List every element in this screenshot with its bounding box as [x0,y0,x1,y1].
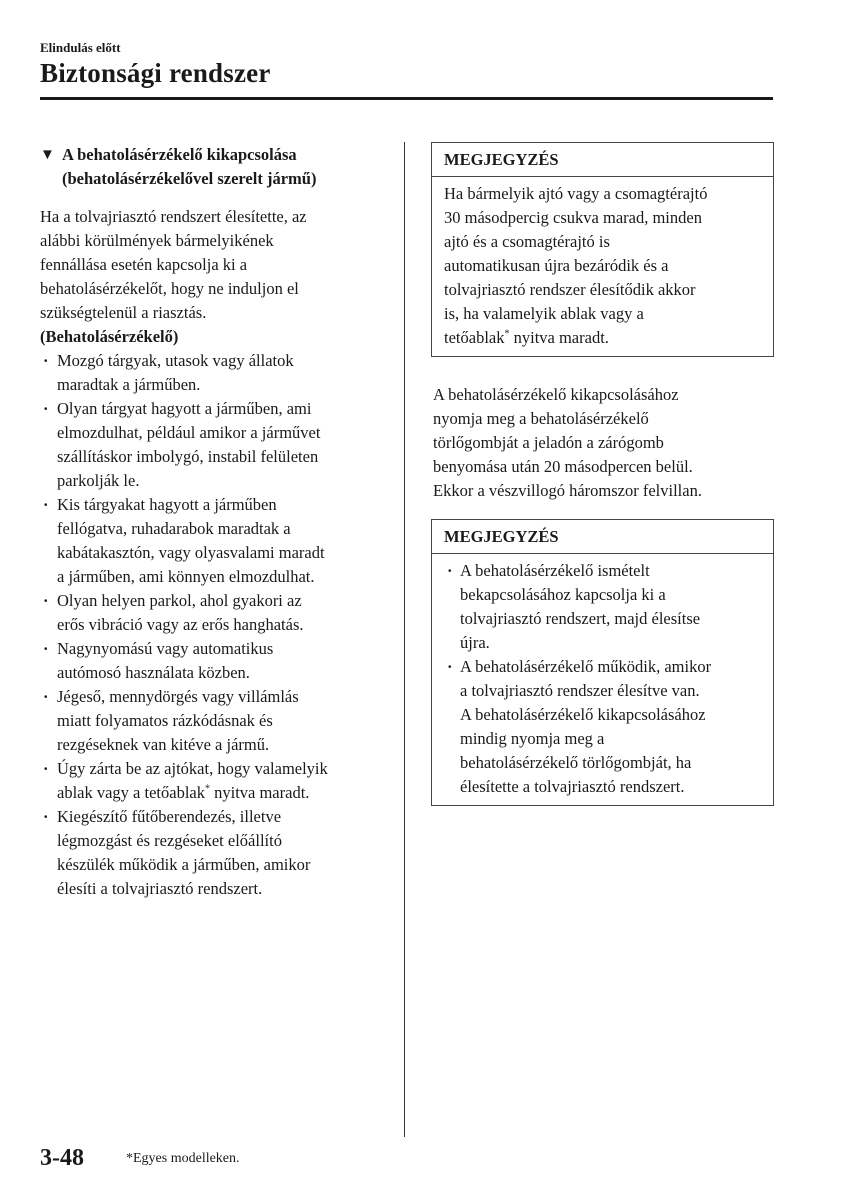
list-item [40,397,390,493]
text-line: újra. [460,633,490,652]
text-line: miatt folyamatos rázkódásnak és [57,711,273,730]
text-line: A behatolásérzékelő kikapcsolásához [460,705,706,724]
right-column [431,142,774,806]
text-line: A behatolásérzékelő ismételt [460,561,650,580]
text-line: élesíti a tolvajriasztó rendszert. [57,879,263,898]
text-line: 30 másodpercig csukva marad, minden [444,208,702,227]
section-label: Elindulás előtt [40,40,121,55]
text-line: erős vibráció vagy az erős hanghatás. [57,615,304,634]
text-line: kabátakasztón, vagy olyasvalami maradt [57,543,325,562]
note-heading: MEGJEGYZÉS [432,143,773,177]
text-line: is, ha valamelyik ablak vagy a [444,304,644,323]
subheading-line: (behatolásérzékelővel szerelt jármű) [62,169,317,188]
note-list [444,559,761,799]
note-body [432,177,773,356]
text-line: behatolásérzékelő törlőgombját, ha [460,753,692,772]
subheading-text [62,143,316,191]
text-line: bekapcsolásához kapcsolja ki a [460,585,666,604]
text-line: tetőablak [444,328,505,347]
text-line: A behatolásérzékelő kikapcsolásához [433,385,679,404]
text-line: autómosó használata közben. [57,663,250,682]
text-line: fennállása esetén kapcsolja ki a [40,255,248,274]
list-item [444,655,761,799]
text-line: Jégeső, mennydörgés vagy villámlás [57,687,299,706]
title-rule [40,97,773,100]
text-line: nyitva maradt. [509,328,609,347]
list-item [444,559,761,655]
text-line: mindig nyomja meg a [460,729,605,748]
note-box [431,142,774,357]
page-title: Biztonsági rendszer [40,58,271,88]
text-line: Úgy zárta be az ajtókat, hogy valamelyik [57,759,328,778]
footnote-marker: * [504,328,510,340]
text-line: A behatolásérzékelő működik, amikor [460,657,712,676]
text-line: Kis tárgyakat hagyott a járműben [57,495,277,514]
left-column [40,143,390,901]
text-line: nyitva maradt. [209,783,310,802]
text-line: parkolják le. [57,471,140,490]
text-line: Kiegészítő fűtőberendezés, illetve [57,807,282,826]
text-line: maradtak a járműben. [57,375,201,394]
text-line: fellógatva, ruhadarabok maradtak a [57,519,291,538]
text-line: Ekkor a vészvillogó háromszor felvillan. [433,481,702,500]
note-box [431,519,774,806]
intro-paragraph [40,205,390,325]
text-line: törlőgombját a jeladón a zárógomb [433,433,664,452]
text-line: a tolvajriasztó rendszer élesítve van. [460,681,700,700]
text-line: elmozdulhat, például amikor a járművet [57,423,321,442]
text-line: ajtó és a csomagtérajtó is [444,232,610,251]
note-heading: MEGJEGYZÉS [432,520,773,554]
text-line: behatolásérzékelőt, hogy ne induljon el [40,279,299,298]
text-line: a járműben, ami könnyen elmozdulhat. [57,567,315,586]
text-line: szállításkor imbolygó, instabil felületen [57,447,319,466]
list-item [40,805,390,901]
list-item [40,589,390,637]
bold-label: (Behatolásérzékelő) [40,327,179,346]
text-line: ablak vagy a tetőablak [57,783,205,802]
subheading [40,143,390,191]
text-line: Olyan helyen parkol, ahol gyakori az [57,591,302,610]
condition-list [40,349,390,901]
note-body [432,554,773,805]
text-line: alábbi körülmények bármelyikének [40,231,274,250]
list-item [40,637,390,685]
column-divider [404,142,405,1137]
text-line: benyomása után 20 másodpercen belül. [433,457,693,476]
list-item [40,493,390,589]
text-line: Mozgó tárgyak, utasok vagy állatok [57,351,294,370]
list-item [40,349,390,397]
list-item [40,685,390,757]
subheading-line: A behatolásérzékelő kikapcsolása [62,145,297,164]
text-line: élesítette a tolvajriasztó rendszert. [460,777,685,796]
text-line: tolvajriasztó rendszert, majd élesítse [460,609,701,628]
text-line: légmozgást és rezgéseket előállító [57,831,282,850]
list-item [40,757,390,805]
text-line: nyomja meg a behatolásérzékelő [433,409,649,428]
text-line: szükségtelenül a riasztás. [40,303,207,322]
footnote-marker: * [204,783,210,795]
page-number: 3-48 [40,1145,84,1171]
down-triangle-icon: ▼ [40,147,55,163]
text-line: Ha a tolvajriasztó rendszert élesítette, az [40,207,307,226]
body-paragraph [431,383,774,503]
text-line: Olyan tárgyat hagyott a járműben, ami [57,399,312,418]
text-line: Nagynyomású vagy automatikus [57,639,274,658]
text-line: tolvajriasztó rendszer élesítődik akkor [444,280,696,299]
footnote: *Egyes modelleken. [126,1151,240,1166]
text-line: automatikusan újra bezáródik és a [444,256,669,275]
text-line: készülék működik a járműben, amikor [57,855,311,874]
text-line: Ha bármelyik ajtó vagy a csomagtérajtó [444,184,708,203]
text-line: rezgéseknek van kitéve a jármű. [57,735,270,754]
